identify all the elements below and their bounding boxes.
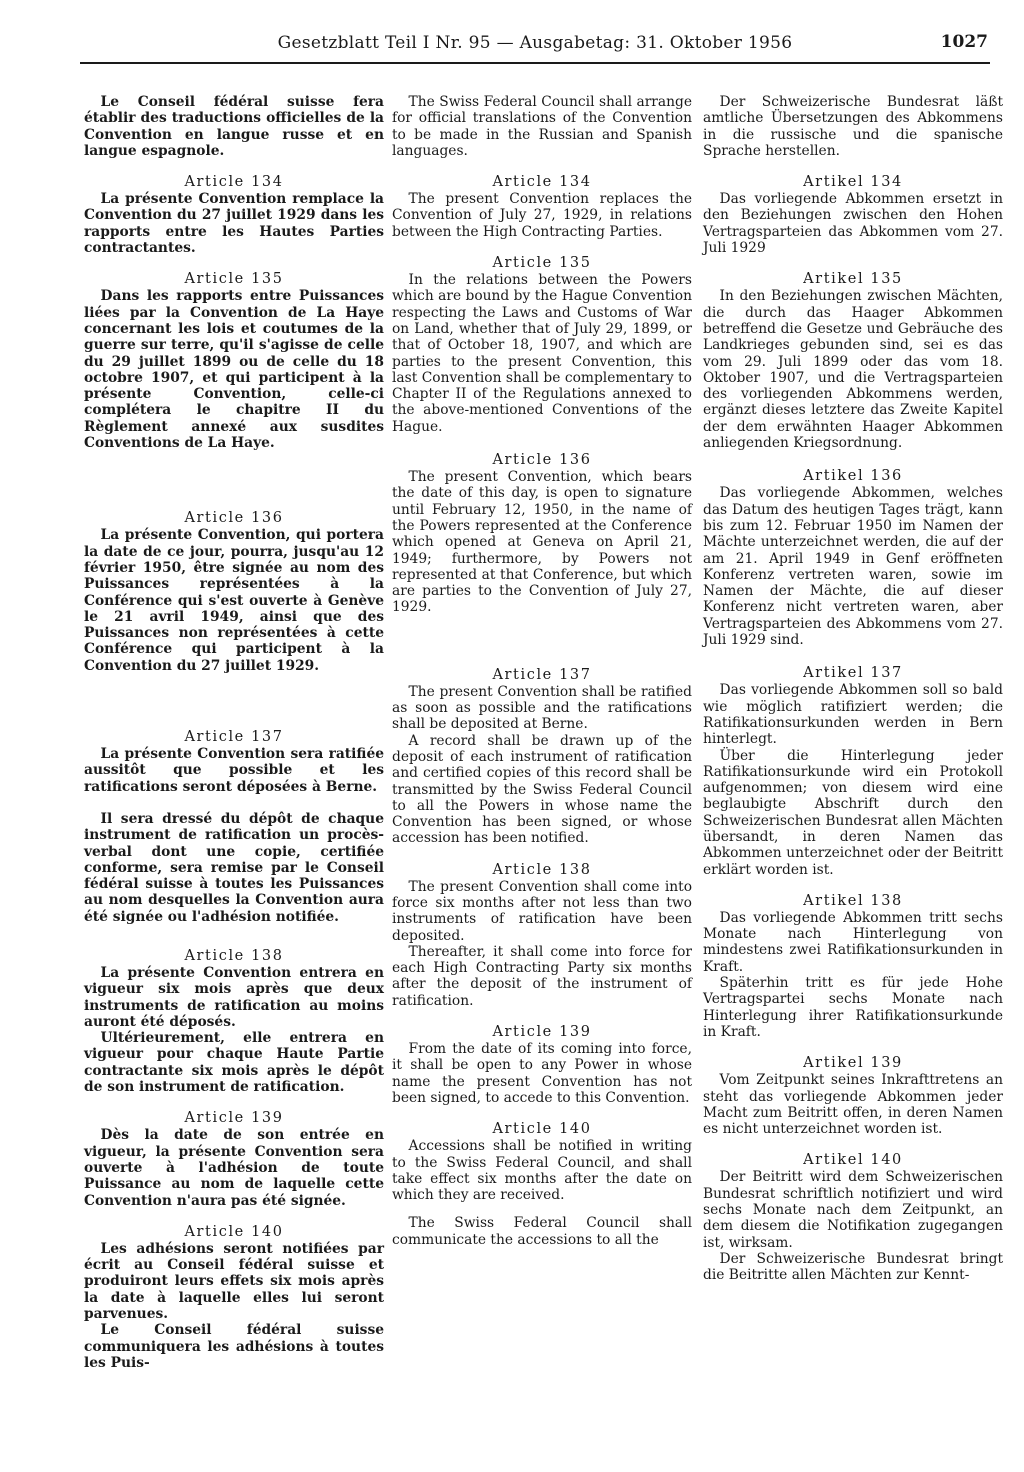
article-137-text-2: Il sera dressé du dépôt de chaque instrument de ratification un procès-verbal dont une copie, certifiée conforme, sera remise par le Conseil fédéral suisse à toutes les Puissances au nom desquelles la Convention aura été signée ou l'adhésion notifiée. xyxy=(84,810,384,925)
intro-paragraph: Der Schweizerische Bundesrat läßt amtliche Übersetzungen des Abkommens in die russische und die spanische Sprache herstellen. xyxy=(703,94,1003,159)
article-139-text: Dès la date de son entrée en vigueur, la présente Convention sera ouverte à l'adhésion de toute Puissance au nom de laquelle cette Convention n'aura pas été signée. xyxy=(84,1127,384,1209)
article-heading-139: Artikel 139 xyxy=(803,1055,903,1072)
article-137-text-2: Über die Hinterlegung jeder Ratifikationsurkunde wird ein Protokoll aufgenommen; von diesem wird eine beglaubigte Abschrift durch den Schweizerischen Bundesrat allen Mächten übersandt, in deren Namen das Abkommen unterzeichnet oder der Beitritt erklärt worden ist. xyxy=(703,747,1003,878)
article-136-text: La présente Convention, qui portera la date de ce jour, pourra, jusqu'au 12 février 1950, être signée au nom des Puissances représentées à la Conférence qui s'est ouverte à Genève le 21 avril 1949, ainsi que des Puissances non représentées à cette Conférence qui participent à la Convention du 27 juillet 1929. xyxy=(84,527,384,674)
article-135-text: In den Beziehungen zwischen Mächten, die durch das Haager Abkommen betreffend die Gesetze und Gebräuche des Landkrieges gebunden sind, sei es das vom 29. Juli 1899 oder das vom 18. Oktober 1907, und die Vertragsparteien des vorliegenden Abkommens werden, ergänzt dieses letztere das Zweite Kapitel der dem erwähnten Haager Abkommen anliegenden Kriegsordnung. xyxy=(703,288,1003,452)
article-heading-136: Artikel 136 xyxy=(803,468,903,485)
article-heading-140: Article 140 xyxy=(492,1121,592,1138)
intro-paragraph: Le Conseil fédéral suisse fera établir des traductions officielles de la Convention en langue russe et en langue espagnole. xyxy=(84,94,384,159)
article-138-text-2: Ultérieurement, elle entrera en vigueur pour chaque Haute Partie contractante six mois après le dépôt de son instrument de ratification. xyxy=(84,1030,384,1096)
article-heading-139: Article 139 xyxy=(184,1110,284,1127)
article-138-text-1: The present Convention shall come into force six months after not less than two instruments of ratification have been deposited. xyxy=(392,878,692,944)
article-heading-137: Article 137 xyxy=(492,666,592,683)
article-heading-137: Article 137 xyxy=(184,729,284,746)
article-heading-140: Artikel 140 xyxy=(803,1152,903,1169)
article-134-text: The present Convention replaces the Convention of July 27, 1929, in relations between the High Contracting Parties. xyxy=(392,191,692,240)
article-heading-140: Article 140 xyxy=(184,1223,284,1240)
article-137-text-1: The present Convention shall be ratified as soon as possible and the ratifications shall be deposited at Berne. xyxy=(392,683,692,733)
article-heading-139: Article 139 xyxy=(492,1024,592,1041)
gazette-title: Gesetzblatt Teil I Nr. 95 — Ausgabetag: 31. Oktober 1956 xyxy=(277,33,793,53)
article-137-text-1: Das vorliegende Abkommen soll so bald wie möglich ratifiziert werden; die Ratifikationsurkunden werden in Bern hinterlegt. xyxy=(703,682,1003,748)
article-heading-135: Article 135 xyxy=(184,271,284,288)
article-139-text: Vom Zeitpunkt seines Inkrafttretens an steht das vorliegende Abkommen jeder Macht zum Beitritt offen, in deren Namen es nicht unterzeichnet worden ist. xyxy=(703,1072,1003,1138)
article-134-text: Das vorliegende Abkommen ersetzt in den Beziehungen zwischen den Hohen Vertragsparteien das Abkommen vom 27. Juli 1929 xyxy=(703,191,1003,257)
article-heading-136: Article 136 xyxy=(492,452,592,469)
intro-paragraph: The Swiss Federal Council shall arrange for official translations of the Convention to be made in the Russian and Spanish languages. xyxy=(392,94,692,159)
article-heading-134: Article 134 xyxy=(492,174,592,191)
page-header xyxy=(80,30,990,64)
article-136-text: The present Convention, which bears the date of this day, is open to signature until February 12, 1950, in the name of the Powers represented at the Conference which opened at Geneva on April 21, 1949; furthermore, by Powers not represented at that Conference, but which are parties to the Convention of July 27, 1929. xyxy=(392,469,692,616)
column-english xyxy=(392,94,692,1248)
article-heading-138: Article 138 xyxy=(184,947,284,964)
article-140-text-1: Der Beitritt wird dem Schweizerischen Bundesrat schriftlich notifiziert und wird sechs Monate nach dem Zeitpunkt, an dem diesem die Notifikation zugegangen ist, wirksam. xyxy=(703,1169,1003,1251)
article-140-text-2: The Swiss Federal Council shall communicate the accessions to all the xyxy=(392,1215,692,1248)
page-number: 1027 xyxy=(940,32,988,52)
article-heading-138: Artikel 138 xyxy=(803,892,903,909)
article-140-text-1: Accessions shall be notified in writing to the Swiss Federal Council, and shall take effect six months after the date on which they are received. xyxy=(392,1138,692,1204)
article-heading-134: Artikel 134 xyxy=(803,174,903,191)
article-heading-135: Article 135 xyxy=(492,255,592,272)
article-137-text-1: La présente Convention sera ratifiée aussitôt que possible et les ratifications seront déposées à Berne. xyxy=(84,746,384,795)
article-138-text-1: La présente Convention entrera en vigueur six mois après que deux instruments de ratification au moins auront été déposés. xyxy=(84,964,384,1030)
article-heading-134: Article 134 xyxy=(184,174,284,191)
column-french xyxy=(84,94,384,1371)
article-138-text-1: Das vorliegende Abkommen tritt sechs Monate nach Hinterlegung von mindestens zwei Ratifikationsurkunden in Kraft. xyxy=(703,909,1003,975)
article-heading-138: Article 138 xyxy=(492,861,592,878)
article-140-text-2: Le Conseil fédéral suisse communiquera les adhésions à toutes les Puis- xyxy=(84,1322,384,1371)
article-134-text: La présente Convention remplace la Convention du 27 juillet 1929 dans les rapports entre les Hautes Parties contractantes. xyxy=(84,191,384,257)
article-138-text-2: Thereafter, it shall come into force for each High Contracting Party six months after the deposit of the instrument of ratification. xyxy=(392,943,692,1009)
article-heading-135: Artikel 135 xyxy=(803,271,903,288)
article-139-text: From the date of its coming into force, it shall be open to any Power in whose name the present Convention has not been signed, to accede to this Convention. xyxy=(392,1041,692,1106)
article-heading-136: Article 136 xyxy=(184,510,284,527)
article-heading-137: Artikel 137 xyxy=(803,665,903,682)
article-135-text: In the relations between the Powers which are bound by the Hague Convention respecting the Laws and Customs of War on Land, whether that of July 29, 1899, or that of October 18, 1907, and which are parties to the present Convention, this last Convention shall be complementary to Chapter II of the Regulations annexed to the above-mentioned Conventions of the Hague. xyxy=(392,272,692,435)
article-138-text-2: Späterhin tritt es für jede Hohe Vertragspartei sechs Monate nach Hinterlegung ihrer Ratifikationsurkunde in Kraft. xyxy=(703,975,1003,1040)
article-136-text: Das vorliegende Abkommen, welches das Datum des heutigen Tages trägt, kann bis zum 12. Februar 1950 im Namen der Mächte unterzeichnet werden, die auf der am 21. April 1949 in Genf eröffneten Konferenz vertreten waren, sowie im Namen der Mächte, die auf dieser Konferenz nicht vertreten waren, aber Vertragsparteien des Abkommens vom 27. Juli 1929 sind. xyxy=(703,485,1003,649)
article-140-text-1: Les adhésions seront notifiées par écrit au Conseil fédéral suisse et produiront leurs effets six mois après la date à laquelle elles lui seront parvenues. xyxy=(84,1240,384,1323)
column-german xyxy=(703,94,1003,1284)
article-135-text: Dans les rapports entre Puissances liées par la Convention de La Haye concernant les lois et coutumes de la guerre sur terre, qu'il s'agisse de celle du 29 juillet 1899 ou de celle du 18 octobre 1907, et qui participent à la présente Convention, celle-ci complétera le chapitre II du Règlement annexé aux susdites Conventions de La Haye. xyxy=(84,288,384,452)
article-137-text-2: A record shall be drawn up of the deposit of each instrument of ratification and certified copies of this record shall be transmitted by the Swiss Federal Council to all the Powers in whose name the Convention has been signed, or whose accession has been notified. xyxy=(392,732,692,847)
article-140-text-2: Der Schweizerische Bundesrat bringt die Beitritte allen Mächten zur Kennt- xyxy=(703,1250,1003,1284)
